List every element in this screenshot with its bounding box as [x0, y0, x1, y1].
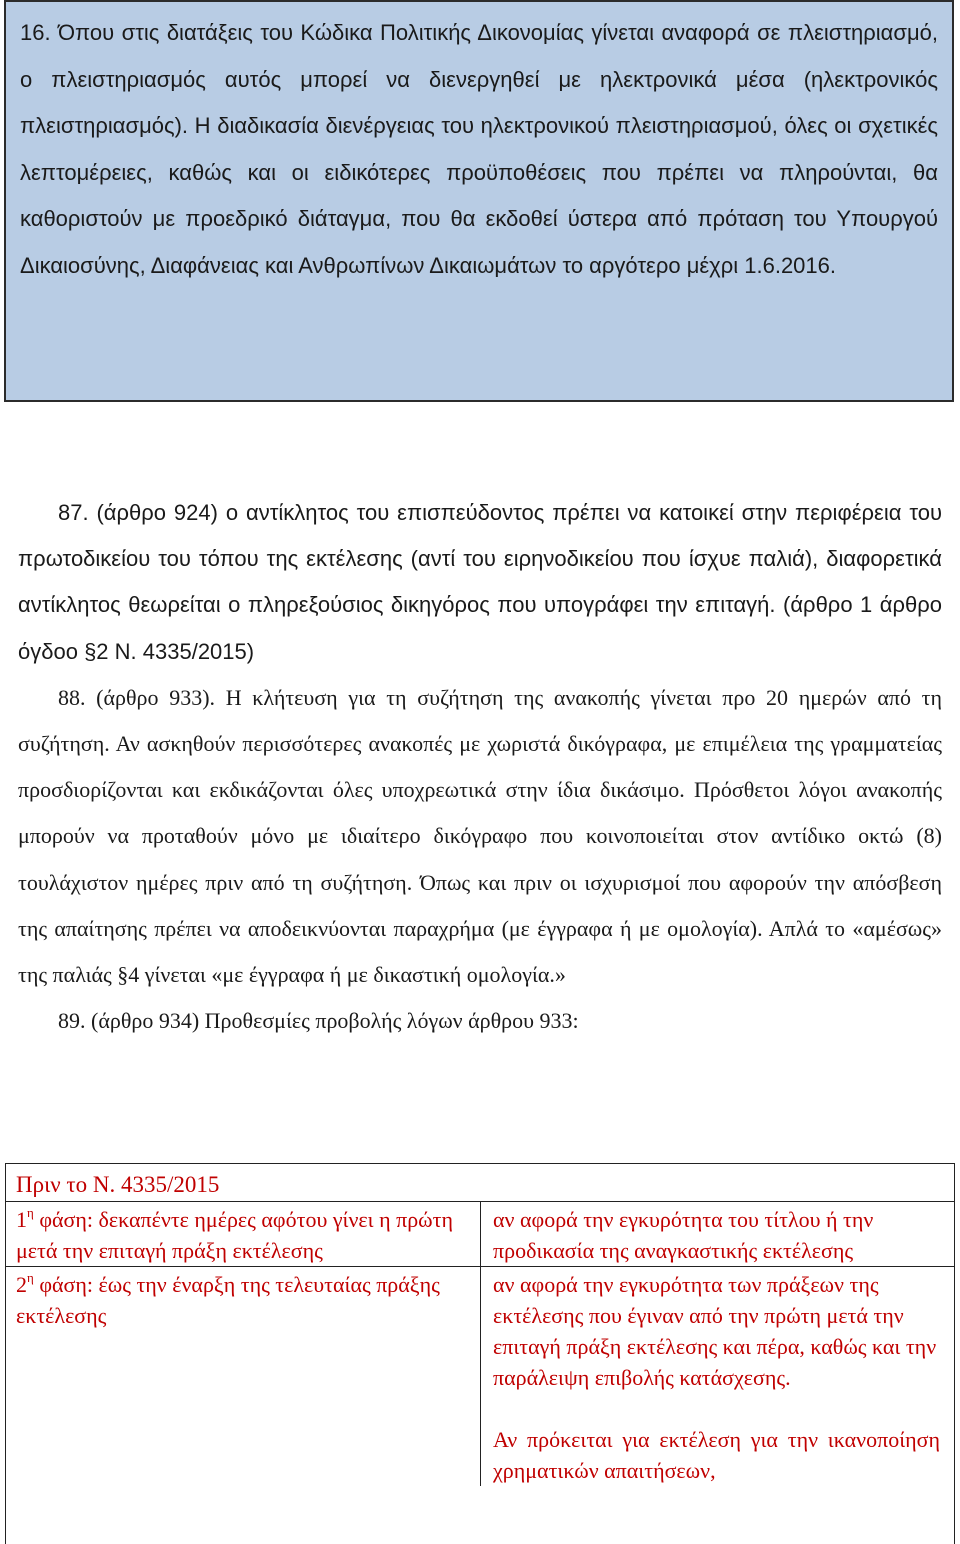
- phase-description: φάση: έως την έναρξη της τελευταίας πράξης εκτέλεσης: [16, 1272, 440, 1328]
- phase-number: 1: [16, 1207, 27, 1232]
- paragraph-88: 88. (άρθρο 933). Η κλήτευση για τη συζήτηση της ανακοπής γίνεται προ 20 ημερών από τη συζήτηση. Αν ασκηθούν περισσότερες ανακοπές με χωριστά δικόγραφα, με επιμέλεια της γραμματείας προσδιορίζονται και εκδικάζονται όλες υποχρεωτικά στην ίδια δικάσιμο. Πρόσθετοι λόγοι ανακοπής μπορούν να προταθούν μόνο με ιδιαίτερο δικόγραφο που κοινοποιείται στον αντίδικο οκτώ (8) τουλάχιστον ημέρες πριν από τη συζήτηση. Όπως και πριν οι ισχυρισμοί που αφορούν την απόσβεση της απαίτησης πρέπει να αποδεικνύονται παραχρήμα (με έγγραφα ή με ομολογία). Απλά το «αμέσως» της παλιάς §4 γίνεται «με έγγραφα ή με δικαστική ομολογία.»: [18, 684, 942, 988]
- table-row: [6, 1202, 954, 1267]
- highlighted-note-box: [4, 0, 954, 402]
- condition-text: αν αφορά την εγκυρότητα του τίτλου ή την προδικασία της αναγκαστικής εκτέλεσης: [493, 1207, 874, 1263]
- condition-text: αν αφορά την εγκυρότητα των πράξεων της εκτέλεσης που έγιναν από την πρώτη μετά την επιταγή πράξη εκτέλεσης και πέρα, καθώς και την παράλειψη επιβολής κατάσχεσης.: [493, 1272, 937, 1390]
- table-cell-condition-2: [481, 1267, 954, 1486]
- ordinal-suffix: η: [27, 1205, 34, 1220]
- phase-description: φάση: δεκαπέντε ημέρες αφότου γίνει η πρώτη μετά την επιταγή πράξη εκτέλεσης: [16, 1207, 453, 1263]
- note-paragraph-16: 16. Όπου στις διατάξεις του Κώδικα Πολιτικής Δικονομίας γίνεται αναφορά σε πλειστηριασμό, ο πλειστηριασμός αυτός μπορεί να διενεργηθεί με ηλεκτρονικά μέσα (ηλεκτρονικός πλειστηριασμός). Η διαδικασία διενέργειας του ηλεκτρονικού πλειστηριασμού, όλες οι σχετικές λεπτομέρειες, καθώς και οι ειδικότερες προϋποθέσεις που πρέπει να πληρούνται, θα καθοριστούν με προεδρικό διάταγμα, που θα εκδοθεί ύστερα από πρόταση του Υπουργού Δικαιοσύνης, Διαφάνειας και Ανθρωπίνων Δικαιωμάτων το αργότερο μέχρι 1.6.2016.: [20, 20, 938, 278]
- condition-text-continued: Αν πρόκειται για εκτέλεση για την ικανοποίηση χρηματικών απαιτήσεων,: [493, 1427, 940, 1483]
- phase-number: 2: [16, 1272, 27, 1297]
- document-body: [18, 490, 942, 1044]
- paragraph-89: 89. (άρθρο 934) Προθεσμίες προβολής λόγων άρθρου 933:: [58, 1008, 579, 1034]
- deadlines-table: [5, 1163, 955, 1544]
- table-row: [6, 1267, 954, 1486]
- table-cell-phase-2: [6, 1267, 481, 1486]
- table-cell-phase-1: [6, 1202, 481, 1266]
- table-header: Πριν το Ν. 4335/2015: [6, 1164, 954, 1202]
- paragraph-87: 87. (άρθρο 924) ο αντίκλητος του επισπεύδοντος πρέπει να κατοικεί στην περιφέρεια του πρωτοδικείου του τόπου της εκτέλεσης (αντί του ειρηνοδικείου που ίσχυε παλιά), διαφορετικά αντίκλητος θεωρείται ο πληρεξούσιος δικηγόρος που υπογράφει την επιταγή. (άρθρο 1 άρθρο όγδοο §2 Ν. 4335/2015): [18, 500, 942, 664]
- table-cell-condition-1: [481, 1202, 954, 1266]
- ordinal-suffix: η: [27, 1270, 34, 1285]
